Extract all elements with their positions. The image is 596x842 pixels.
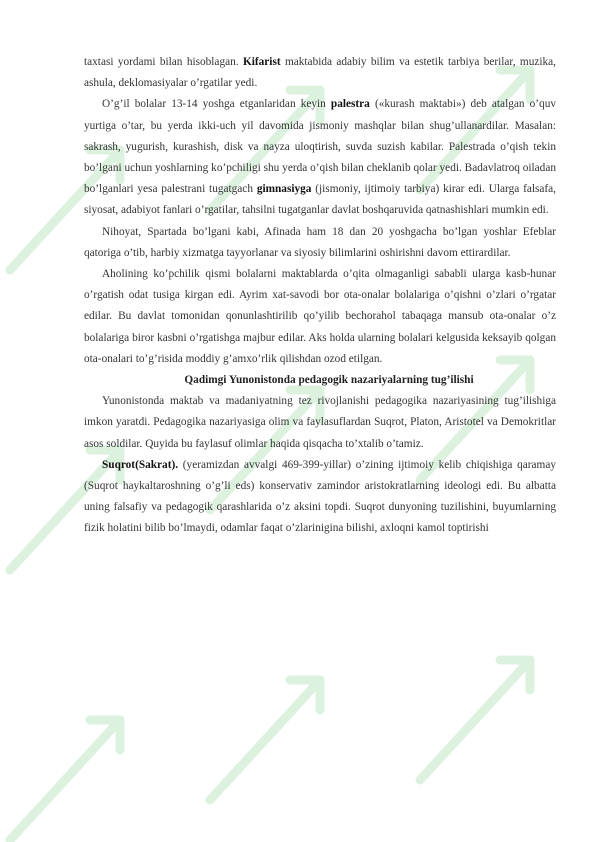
bold-term: Suqrot(Sakrat).	[102, 458, 179, 471]
text-run: Nihoyat, Spartada bo’lgani kabi, Afinada ham 18 dan 20 yoshgacha bo’lgan yoshlar Efeblar qatoriga o’tib, harbiy xizmatga tayyorlanar va siyosiy bilimlarini oshirishni davom ettirardilar.	[84, 225, 556, 259]
paragraphs-after-heading	[84, 391, 556, 539]
paragraph	[84, 455, 556, 540]
text-run: maktabida adabiy bilim va estetik tarbiya berilar, muzika, ashula, deklomasiyalar o’rgatilar yedi.	[84, 56, 556, 90]
paragraph	[84, 222, 556, 264]
text-run: (yeramizdan avvalgi 469-399-yillar) o’zining ijtimoiy kelib chiqishiga qaramay (Suqrot haykaltaroshning o’g’li eds) konservativ zamindor aristokratlarning ideologi edi. Bu albatta uning falsafiy va pedagogik qarashlarida o’z aksini topdi. Suqrot dunyoning tuzilishini, buyumlarning fizik holatini bilib bo’lmaydi, odamlar faqat o’zlarinigina bilishi, axloqni kamol toptirishi	[84, 458, 556, 535]
text-run: Yunonistonda maktab va madaniyatning tez rivojlanishi pedagogika nazariyasining tug’ilishiga imkon yaratdi. Pedagogika nazariyasiga olim va faylasuflardan Suqrot, Platon, Aristotel va Demokritlar asos soldilar. Quyida bu faylasuf olimlar haqida qisqacha to’xtalib o’tamiz.	[84, 395, 556, 450]
section-heading: Qadimgi Yunonistonda pedagogik nazariyalarning tug’ilishi	[184, 374, 474, 387]
document-body	[84, 52, 556, 540]
watermark-arrow	[210, 680, 320, 800]
text-run: («kurash maktabi») deb atalgan o’quv yurtiga o’tar, bu yerda ikki-uch yil davomida jismoniy mashqlar bilan shug’ullanardilar. Masalan: sakrash, yugurish, kurashish, disk va nayza uloqtirish, suvda suzish kabilar. Palestrada o’qish tekin bo’lgani uchun yoshlarning ko’pchiligi shu yerda o’qish bilan cheklanib qolar yedi. Badavlatroq oiladan bo’lganlari yesa palestrani tugatgach	[84, 98, 556, 196]
bold-term: palestra	[330, 98, 370, 111]
watermark-arrow	[10, 720, 120, 840]
text-run: taxtasi yordami bilan hisoblagan.	[84, 56, 243, 68]
paragraph	[84, 94, 556, 221]
bold-term: Kifarist	[242, 56, 281, 68]
paragraph	[84, 391, 556, 455]
paragraph	[84, 52, 556, 94]
text-run: Aholining ko’pchilik qismi bolalarni maktablarda o’qita olmaganligi sababli ularga kasb-hunar o’rgatish odat tusiga kirgan edi. Ayrim xat-savodi bor ota-onalar bolalariga o’qishni o’zlari o’rgatar edilar. Bu davlat tomonidan qonunlashtirilib qo’yilib bechorahol tabaqaga mansub ota-onalar o’z bolalariga biror kasbni o’rgatishga majbur edilar. Aks holda ularning bolalari kelgusida keksayib qolgan ota-onalari to’g’risida moddiy g’amxo’rlik qilishdan ozod etilgan.	[84, 268, 556, 365]
text-run: O’g’il bolalar 13-14 yoshga etganlaridan keyin	[102, 98, 331, 111]
bold-term: gimnasiyga	[256, 183, 312, 196]
watermark-arrow	[420, 660, 530, 780]
paragraphs-before-heading	[84, 52, 556, 370]
text-run: (jismoniy, ijtimoiy tarbiya) kirar edi. Ularga falsafa, siyosat, adabiyot fanlari o’rgatilar, tahsilni tugatganlar davlat boshqaruvida qatnashishlari mumkin edi.	[84, 183, 556, 217]
paragraph	[84, 264, 556, 370]
